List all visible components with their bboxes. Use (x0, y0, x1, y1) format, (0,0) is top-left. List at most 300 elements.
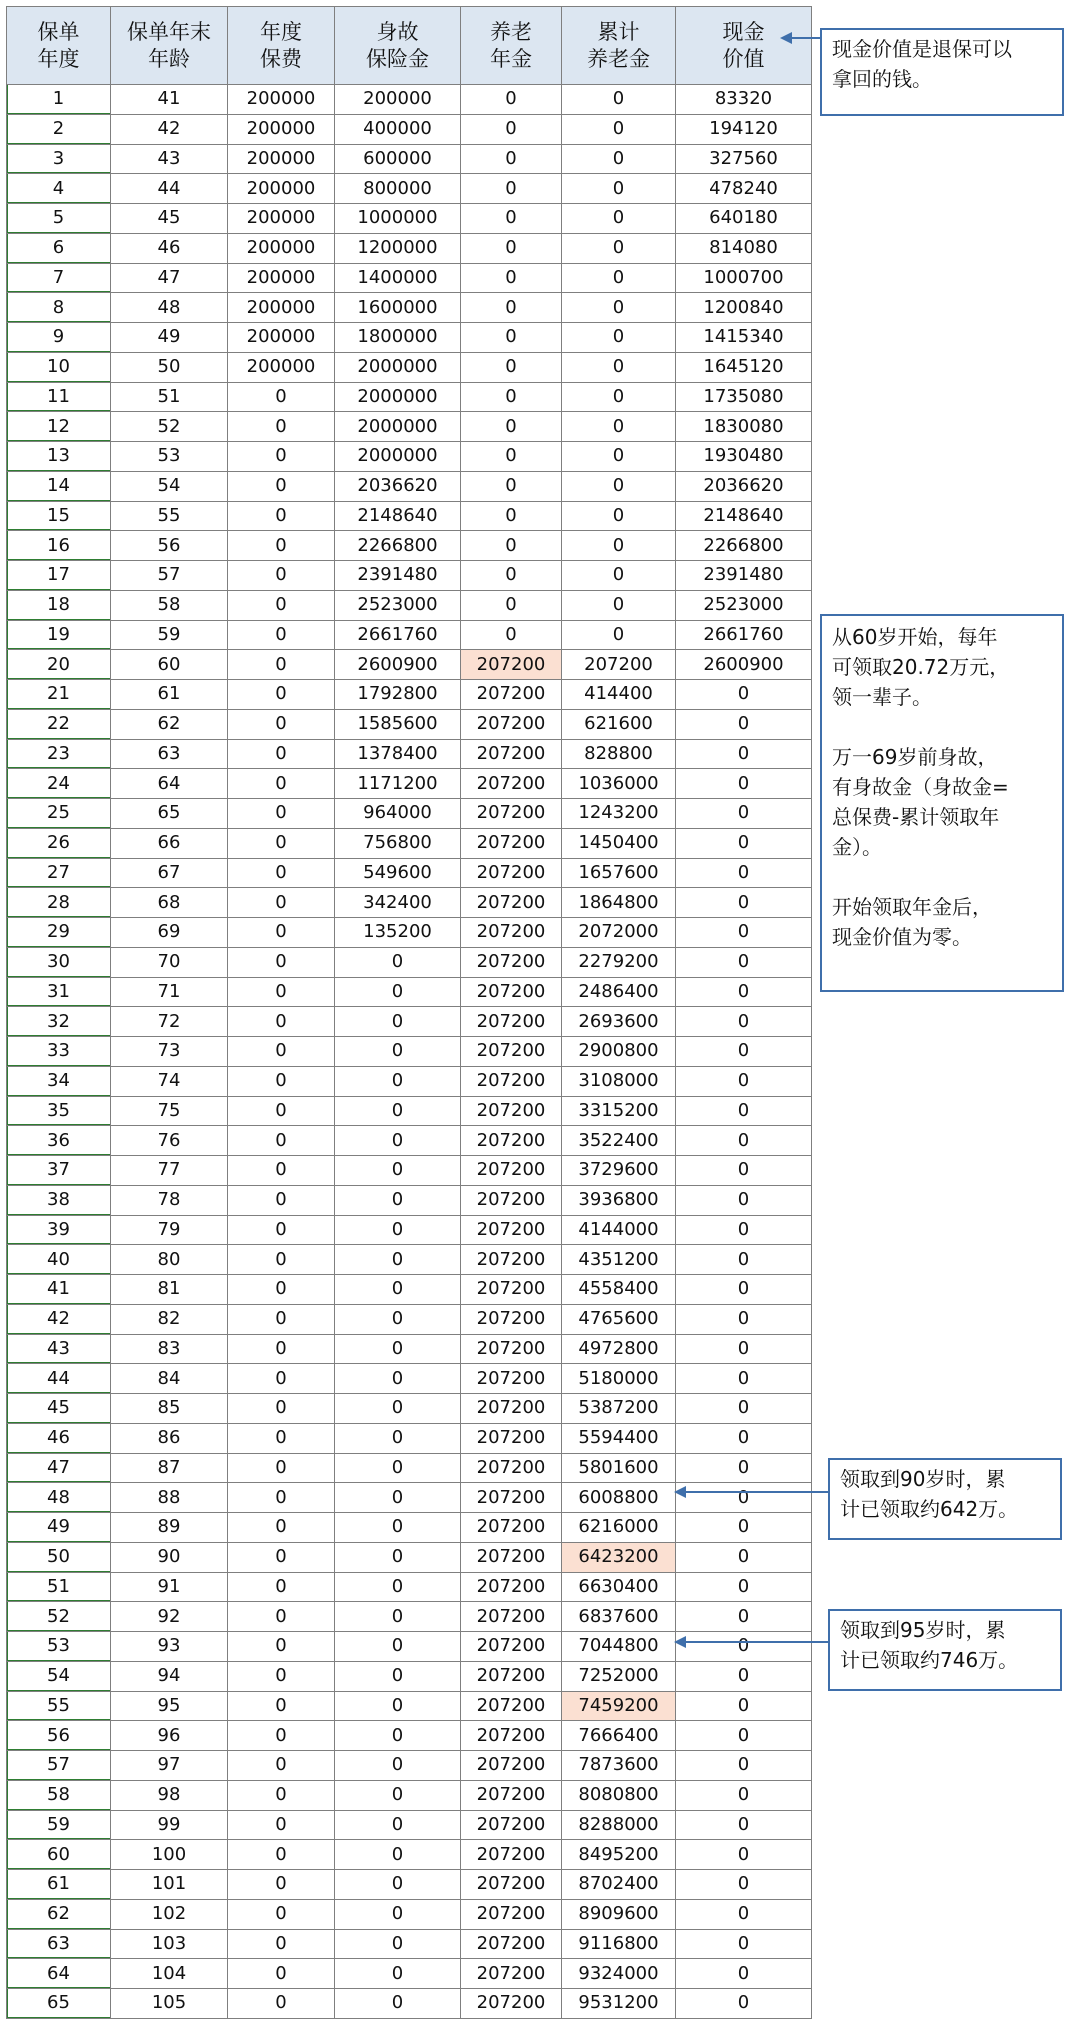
table-row (7, 1185, 812, 1215)
cell-age: 75 (111, 1096, 228, 1126)
cell-premium: 200000 (228, 114, 335, 144)
cell-age: 98 (111, 1780, 228, 1810)
cell-death-benefit: 0 (335, 1453, 461, 1483)
cell-age: 64 (111, 769, 228, 799)
cell-premium: 200000 (228, 233, 335, 263)
cell-annuity: 207200 (461, 1780, 562, 1810)
cell-death-benefit: 756800 (335, 828, 461, 858)
cell-age: 72 (111, 1007, 228, 1037)
cell-cumulative-annuity: 0 (562, 471, 676, 501)
cell-death-benefit: 0 (335, 1483, 461, 1513)
cell-cash-value: 1930480 (676, 442, 812, 472)
cell-premium: 0 (228, 1096, 335, 1126)
cell-cumulative-annuity: 8288000 (562, 1810, 676, 1840)
cell-cumulative-annuity: 0 (562, 412, 676, 442)
cell-death-benefit: 1200000 (335, 233, 461, 263)
cell-cash-value: 0 (676, 1037, 812, 1067)
cell-premium: 0 (228, 1602, 335, 1632)
note-age-95: 领取到95岁时，累 计已领取约746万。 (828, 1609, 1062, 1691)
cell-cash-value: 0 (676, 1185, 812, 1215)
cell-policy-year: 38 (7, 1185, 111, 1215)
cell-annuity: 207200 (461, 1572, 562, 1602)
table-row (7, 263, 812, 293)
table-row (7, 1275, 812, 1305)
cell-policy-year: 17 (7, 561, 111, 591)
cell-premium: 0 (228, 1394, 335, 1424)
cell-cumulative-annuity: 6008800 (562, 1483, 676, 1513)
cell-premium: 0 (228, 1661, 335, 1691)
table-row (7, 1513, 812, 1543)
cell-cash-value: 0 (676, 888, 812, 918)
cell-cumulative-annuity: 0 (562, 293, 676, 323)
cell-cash-value: 478240 (676, 174, 812, 204)
cell-premium: 0 (228, 1780, 335, 1810)
cell-annuity: 207200 (461, 1989, 562, 2019)
cell-cash-value: 0 (676, 828, 812, 858)
cell-policy-year: 37 (7, 1156, 111, 1186)
cell-death-benefit: 0 (335, 1691, 461, 1721)
cell-policy-year: 31 (7, 977, 111, 1007)
cell-cumulative-annuity: 2693600 (562, 1007, 676, 1037)
cell-annuity: 0 (461, 174, 562, 204)
cell-death-benefit: 2000000 (335, 382, 461, 412)
cell-premium: 0 (228, 1126, 335, 1156)
cell-premium: 0 (228, 918, 335, 948)
table-row (7, 1453, 812, 1483)
cell-annuity: 207200 (461, 1899, 562, 1929)
cell-age: 74 (111, 1066, 228, 1096)
cell-premium: 200000 (228, 204, 335, 234)
cell-cash-value: 0 (676, 1840, 812, 1870)
cell-policy-year: 51 (7, 1572, 111, 1602)
cell-cash-value: 1735080 (676, 382, 812, 412)
cell-cumulative-annuity: 621600 (562, 709, 676, 739)
cell-cash-value: 0 (676, 1483, 812, 1513)
table-row (7, 1661, 812, 1691)
cell-death-benefit: 400000 (335, 114, 461, 144)
cell-cumulative-annuity: 1036000 (562, 769, 676, 799)
table-row (7, 1364, 812, 1394)
note-age-90: 领取到90岁时，累 计已领取约642万。 (828, 1458, 1062, 1540)
cell-death-benefit: 0 (335, 1007, 461, 1037)
cell-cumulative-annuity: 3522400 (562, 1126, 676, 1156)
cell-policy-year: 16 (7, 531, 111, 561)
cell-annuity: 207200 (461, 1364, 562, 1394)
cell-death-benefit: 0 (335, 1394, 461, 1424)
cell-age: 62 (111, 709, 228, 739)
cell-cash-value: 0 (676, 769, 812, 799)
cell-age: 92 (111, 1602, 228, 1632)
cell-cash-value: 1645120 (676, 352, 812, 382)
cell-policy-year: 5 (7, 204, 111, 234)
cell-age: 97 (111, 1751, 228, 1781)
table-row (7, 1721, 812, 1751)
cell-age: 49 (111, 323, 228, 353)
cell-premium: 0 (228, 620, 335, 650)
table-header-row (7, 7, 812, 85)
table-row (7, 1929, 812, 1959)
cell-death-benefit: 0 (335, 1780, 461, 1810)
cell-policy-year: 56 (7, 1721, 111, 1751)
cell-age: 87 (111, 1453, 228, 1483)
cell-premium: 0 (228, 1542, 335, 1572)
cell-annuity: 207200 (461, 1632, 562, 1662)
cell-age: 84 (111, 1364, 228, 1394)
cell-cash-value: 0 (676, 739, 812, 769)
cell-age: 80 (111, 1245, 228, 1275)
table-row (7, 977, 812, 1007)
cell-cumulative-annuity: 4351200 (562, 1245, 676, 1275)
cell-premium: 0 (228, 1304, 335, 1334)
cell-age: 93 (111, 1632, 228, 1662)
cell-death-benefit: 0 (335, 1156, 461, 1186)
cell-annuity: 207200 (461, 1513, 562, 1543)
cell-death-benefit: 0 (335, 1364, 461, 1394)
cell-death-benefit: 1378400 (335, 739, 461, 769)
cell-death-benefit: 800000 (335, 174, 461, 204)
note-annuity: 从60岁开始，每年 可领取20.72万元， 领一辈子。 万一69岁前身故， 有身故金（身故金= 总保费-累计领取年 金）。 开始领取年金后， 现金价值为零。 (820, 614, 1064, 992)
cell-policy-year: 33 (7, 1037, 111, 1067)
cell-premium: 0 (228, 1215, 335, 1245)
cell-cumulative-annuity: 0 (562, 620, 676, 650)
cell-policy-year: 65 (7, 1989, 111, 2019)
cell-policy-year: 41 (7, 1275, 111, 1305)
cell-annuity: 207200 (461, 1691, 562, 1721)
cell-cumulative-annuity: 0 (562, 85, 676, 115)
cell-death-benefit: 0 (335, 1185, 461, 1215)
cell-premium: 0 (228, 1870, 335, 1900)
cell-cumulative-annuity: 6423200 (562, 1542, 676, 1572)
cell-death-benefit: 200000 (335, 85, 461, 115)
cell-death-benefit: 600000 (335, 144, 461, 174)
cell-death-benefit: 2523000 (335, 590, 461, 620)
cell-death-benefit: 0 (335, 1899, 461, 1929)
cell-death-benefit: 0 (335, 1661, 461, 1691)
cell-death-benefit: 0 (335, 1275, 461, 1305)
cell-premium: 200000 (228, 323, 335, 353)
cell-cumulative-annuity: 7252000 (562, 1661, 676, 1691)
cell-premium: 0 (228, 1572, 335, 1602)
cell-premium: 0 (228, 531, 335, 561)
cell-cash-value: 0 (676, 1334, 812, 1364)
table-row (7, 1126, 812, 1156)
cell-death-benefit: 0 (335, 1632, 461, 1662)
cell-annuity: 207200 (461, 1453, 562, 1483)
cell-policy-year: 4 (7, 174, 111, 204)
table-row (7, 1423, 812, 1453)
cell-cash-value: 0 (676, 1066, 812, 1096)
cell-premium: 200000 (228, 293, 335, 323)
cell-annuity: 207200 (461, 1037, 562, 1067)
cell-age: 104 (111, 1959, 228, 1989)
cell-death-benefit: 0 (335, 1840, 461, 1870)
cell-policy-year: 22 (7, 709, 111, 739)
cell-death-benefit: 0 (335, 1245, 461, 1275)
cell-policy-year: 47 (7, 1453, 111, 1483)
cell-policy-year: 58 (7, 1780, 111, 1810)
cell-annuity: 207200 (461, 1304, 562, 1334)
cell-policy-year: 10 (7, 352, 111, 382)
cell-death-benefit: 0 (335, 1751, 461, 1781)
cell-cumulative-annuity: 3108000 (562, 1066, 676, 1096)
cell-cash-value: 0 (676, 1126, 812, 1156)
table-row (7, 1542, 812, 1572)
cell-annuity: 207200 (461, 739, 562, 769)
cell-death-benefit: 0 (335, 1572, 461, 1602)
cell-cumulative-annuity: 0 (562, 561, 676, 591)
cell-policy-year: 28 (7, 888, 111, 918)
cell-age: 86 (111, 1423, 228, 1453)
cell-death-benefit: 342400 (335, 888, 461, 918)
cell-cumulative-annuity: 2072000 (562, 918, 676, 948)
cell-policy-year: 48 (7, 1483, 111, 1513)
cell-annuity: 207200 (461, 1721, 562, 1751)
cell-cumulative-annuity: 4765600 (562, 1304, 676, 1334)
cell-cash-value: 0 (676, 1929, 812, 1959)
header-premium: 年度 保费 (228, 7, 335, 85)
table-row (7, 1394, 812, 1424)
table-row (7, 352, 812, 382)
table-row (7, 1810, 812, 1840)
cell-policy-year: 61 (7, 1870, 111, 1900)
cell-death-benefit: 0 (335, 1096, 461, 1126)
cell-premium: 0 (228, 1483, 335, 1513)
cell-policy-year: 7 (7, 263, 111, 293)
cell-cumulative-annuity: 4558400 (562, 1275, 676, 1305)
cell-death-benefit: 0 (335, 1542, 461, 1572)
cell-death-benefit: 0 (335, 1959, 461, 1989)
cell-premium: 0 (228, 1899, 335, 1929)
cell-premium: 0 (228, 769, 335, 799)
cell-age: 55 (111, 501, 228, 531)
cell-cumulative-annuity: 4972800 (562, 1334, 676, 1364)
table-row (7, 709, 812, 739)
table-row (7, 174, 812, 204)
cell-age: 61 (111, 680, 228, 710)
cell-age: 77 (111, 1156, 228, 1186)
cell-death-benefit: 964000 (335, 799, 461, 829)
table-row (7, 739, 812, 769)
cell-cash-value: 0 (676, 1870, 812, 1900)
table-row (7, 1037, 812, 1067)
cell-annuity: 207200 (461, 1126, 562, 1156)
table-row (7, 85, 812, 115)
cell-death-benefit: 0 (335, 947, 461, 977)
cell-premium: 0 (228, 1840, 335, 1870)
cell-death-benefit: 0 (335, 1929, 461, 1959)
table-row (7, 1215, 812, 1245)
cell-age: 65 (111, 799, 228, 829)
table-row (7, 1066, 812, 1096)
cell-cumulative-annuity: 207200 (562, 650, 676, 680)
cell-cash-value: 2391480 (676, 561, 812, 591)
cell-cumulative-annuity: 828800 (562, 739, 676, 769)
cell-cash-value: 327560 (676, 144, 812, 174)
cell-age: 89 (111, 1513, 228, 1543)
cell-death-benefit: 0 (335, 1304, 461, 1334)
table-row (7, 382, 812, 412)
cell-annuity: 207200 (461, 1870, 562, 1900)
table-row (7, 1156, 812, 1186)
cell-cash-value: 0 (676, 1304, 812, 1334)
cell-premium: 0 (228, 1156, 335, 1186)
cell-policy-year: 60 (7, 1840, 111, 1870)
cell-cash-value: 0 (676, 1364, 812, 1394)
cell-death-benefit: 0 (335, 1423, 461, 1453)
cell-cumulative-annuity: 6216000 (562, 1513, 676, 1543)
table-row (7, 947, 812, 977)
cell-cumulative-annuity: 7666400 (562, 1721, 676, 1751)
cell-annuity: 207200 (461, 1483, 562, 1513)
cell-cash-value: 0 (676, 1156, 812, 1186)
cell-age: 95 (111, 1691, 228, 1721)
cell-annuity: 207200 (461, 1185, 562, 1215)
cell-annuity: 0 (461, 263, 562, 293)
cell-policy-year: 20 (7, 650, 111, 680)
cell-cash-value: 0 (676, 1691, 812, 1721)
cell-cumulative-annuity: 0 (562, 144, 676, 174)
cell-cumulative-annuity: 8702400 (562, 1870, 676, 1900)
cell-cumulative-annuity: 0 (562, 233, 676, 263)
cell-annuity: 207200 (461, 650, 562, 680)
cell-policy-year: 36 (7, 1126, 111, 1156)
table-row (7, 1989, 812, 2019)
cell-policy-year: 32 (7, 1007, 111, 1037)
cell-cumulative-annuity: 3936800 (562, 1185, 676, 1215)
cell-premium: 0 (228, 1185, 335, 1215)
cell-cumulative-annuity: 8080800 (562, 1780, 676, 1810)
cell-cumulative-annuity: 2279200 (562, 947, 676, 977)
cell-policy-year: 44 (7, 1364, 111, 1394)
cell-premium: 0 (228, 590, 335, 620)
cell-policy-year: 34 (7, 1066, 111, 1096)
cell-cash-value: 194120 (676, 114, 812, 144)
cell-policy-year: 57 (7, 1751, 111, 1781)
cell-age: 68 (111, 888, 228, 918)
cell-death-benefit: 549600 (335, 858, 461, 888)
cell-cumulative-annuity: 1657600 (562, 858, 676, 888)
header-cumulative-annuity: 累计 养老金 (562, 7, 676, 85)
cell-death-benefit: 135200 (335, 918, 461, 948)
header-age: 保单年末 年龄 (111, 7, 228, 85)
cell-premium: 0 (228, 1007, 335, 1037)
table-row (7, 828, 812, 858)
table-row (7, 1899, 812, 1929)
cell-cash-value: 0 (676, 1572, 812, 1602)
cell-age: 60 (111, 650, 228, 680)
cell-premium: 0 (228, 1691, 335, 1721)
cell-policy-year: 29 (7, 918, 111, 948)
table-row (7, 858, 812, 888)
cell-annuity: 207200 (461, 680, 562, 710)
table-row (7, 1096, 812, 1126)
cell-cumulative-annuity: 5801600 (562, 1453, 676, 1483)
cell-policy-year: 45 (7, 1394, 111, 1424)
cell-cash-value: 0 (676, 1989, 812, 2019)
table-row (7, 918, 812, 948)
cell-annuity: 0 (461, 144, 562, 174)
cell-premium: 0 (228, 1513, 335, 1543)
cell-policy-year: 25 (7, 799, 111, 829)
cell-age: 43 (111, 144, 228, 174)
cell-premium: 0 (228, 888, 335, 918)
cell-age: 76 (111, 1126, 228, 1156)
cell-policy-year: 15 (7, 501, 111, 531)
cell-cash-value: 2148640 (676, 501, 812, 531)
cell-death-benefit: 2148640 (335, 501, 461, 531)
cell-age: 83 (111, 1334, 228, 1364)
benefit-table (6, 6, 812, 2019)
cell-age: 56 (111, 531, 228, 561)
cell-death-benefit: 2000000 (335, 412, 461, 442)
cell-policy-year: 21 (7, 680, 111, 710)
cell-age: 70 (111, 947, 228, 977)
cell-age: 58 (111, 590, 228, 620)
cell-cash-value: 0 (676, 1275, 812, 1305)
table-row (7, 323, 812, 353)
cell-cumulative-annuity: 7044800 (562, 1632, 676, 1662)
cell-annuity: 0 (461, 114, 562, 144)
cell-annuity: 207200 (461, 888, 562, 918)
cell-cash-value: 0 (676, 1542, 812, 1572)
cell-cumulative-annuity: 5387200 (562, 1394, 676, 1424)
cell-policy-year: 24 (7, 769, 111, 799)
cell-age: 51 (111, 382, 228, 412)
cell-age: 53 (111, 442, 228, 472)
cell-age: 59 (111, 620, 228, 650)
cell-cash-value: 2036620 (676, 471, 812, 501)
cell-annuity: 207200 (461, 1096, 562, 1126)
table-row (7, 799, 812, 829)
cell-annuity: 207200 (461, 1334, 562, 1364)
cell-premium: 0 (228, 858, 335, 888)
cell-policy-year: 12 (7, 412, 111, 442)
cell-policy-year: 27 (7, 858, 111, 888)
cell-annuity: 207200 (461, 918, 562, 948)
cell-premium: 0 (228, 382, 335, 412)
cell-annuity: 207200 (461, 1245, 562, 1275)
cell-age: 101 (111, 1870, 228, 1900)
cell-annuity: 0 (461, 412, 562, 442)
cell-age: 54 (111, 471, 228, 501)
cell-policy-year: 18 (7, 590, 111, 620)
cell-cash-value: 0 (676, 1007, 812, 1037)
cell-premium: 0 (228, 1275, 335, 1305)
cell-cash-value: 0 (676, 680, 812, 710)
cell-death-benefit: 0 (335, 1721, 461, 1751)
cell-age: 90 (111, 1542, 228, 1572)
cell-age: 82 (111, 1304, 228, 1334)
cell-cash-value: 0 (676, 1602, 812, 1632)
cell-premium: 200000 (228, 85, 335, 115)
cell-annuity: 0 (461, 293, 562, 323)
cell-age: 52 (111, 412, 228, 442)
cell-death-benefit: 1600000 (335, 293, 461, 323)
cell-policy-year: 9 (7, 323, 111, 353)
cell-cash-value: 2600900 (676, 650, 812, 680)
cell-age: 50 (111, 352, 228, 382)
cell-annuity: 0 (461, 531, 562, 561)
cell-policy-year: 49 (7, 1513, 111, 1543)
cell-premium: 0 (228, 1989, 335, 2019)
cell-premium: 0 (228, 412, 335, 442)
cell-age: 46 (111, 233, 228, 263)
cell-age: 63 (111, 739, 228, 769)
cell-cumulative-annuity: 5180000 (562, 1364, 676, 1394)
cell-age: 45 (111, 204, 228, 234)
cell-annuity: 207200 (461, 1275, 562, 1305)
cell-premium: 0 (228, 501, 335, 531)
